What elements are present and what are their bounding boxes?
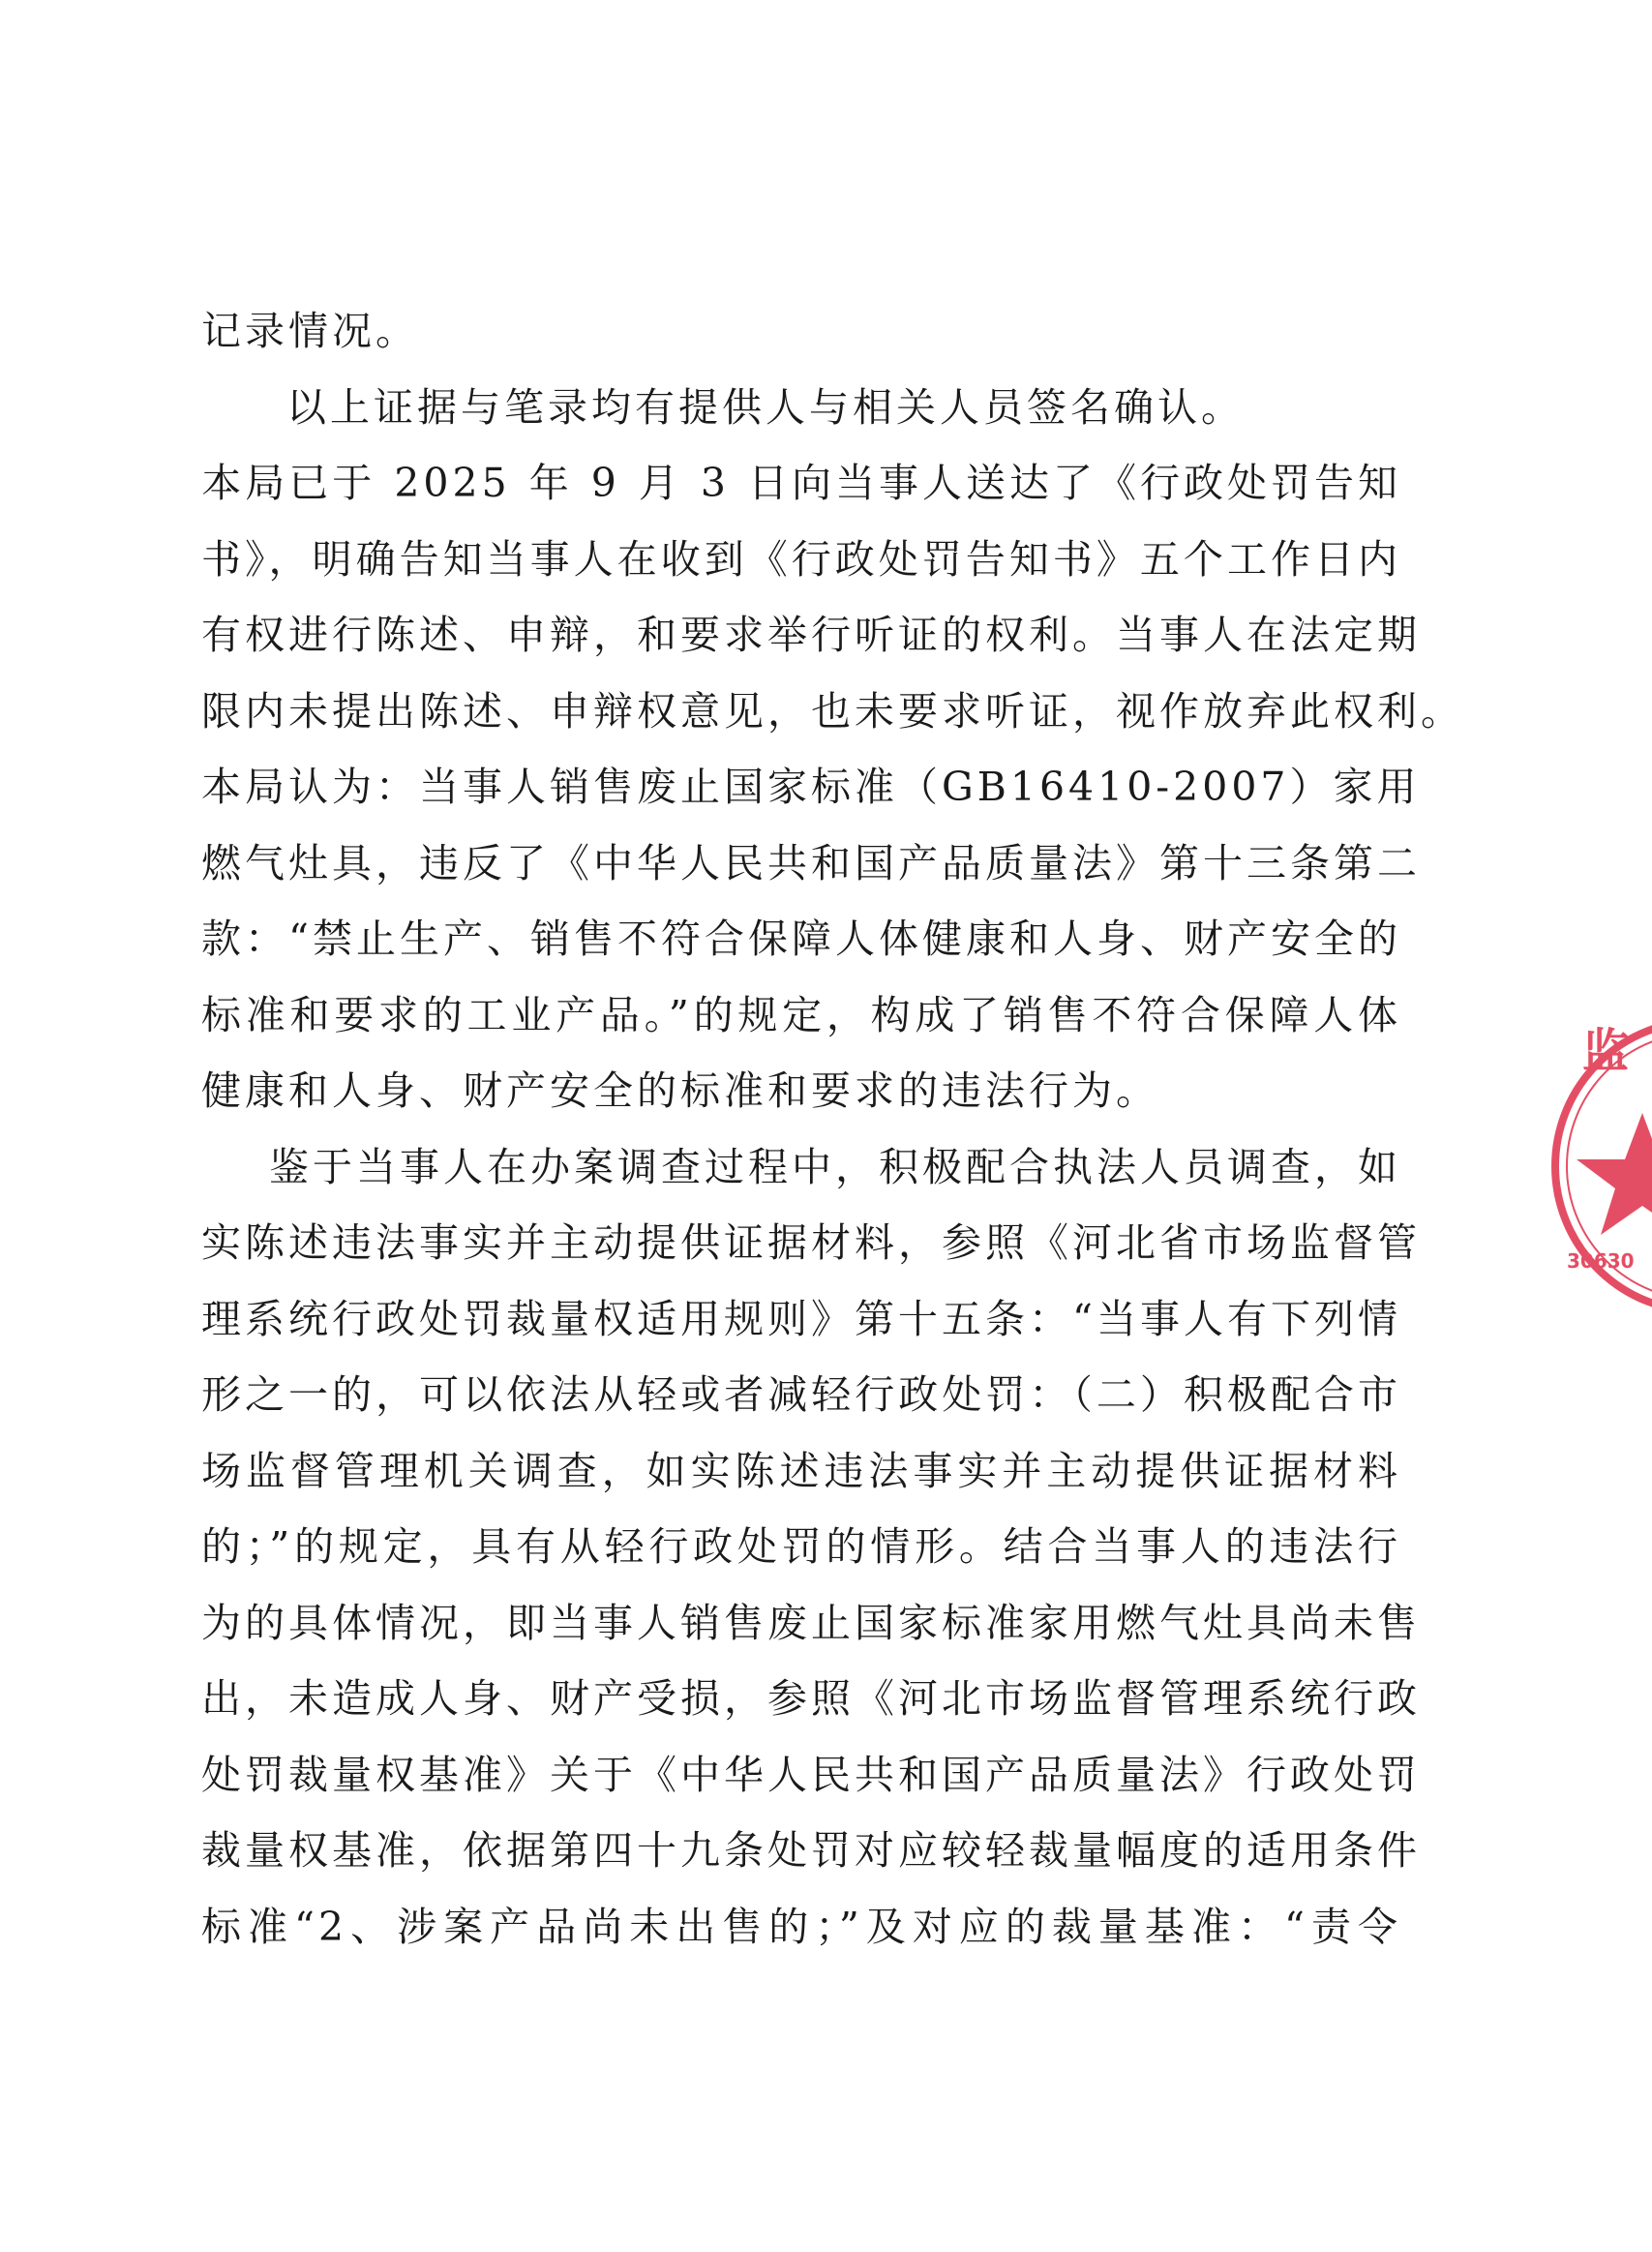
document-line [201,749,1421,826]
document-line-text: 限内未提出陈述、申辩权意见，也未要求听证，视作放弃此权利。 [201,687,1464,735]
document-line-text: 记录情况。 [201,308,419,354]
seal-graphic [1517,1006,1652,1326]
document-line-text: 裁量权基准，依据第四十九条处罚对应较轻裁量幅度的适用条件 [201,1827,1421,1874]
document-line [201,1433,1401,1510]
document-line-text: 理系统行政处罚裁量权适用规则》第十五条：“当事人有下列情 [201,1295,1401,1342]
document-line-text: 处罚裁量权基准》关于《中华人民共和国产品质量法》行政处罚 [201,1751,1421,1798]
document-line [201,370,1401,446]
document-line [201,674,1464,750]
document-line [201,1205,1421,1281]
document-line [201,1737,1421,1814]
document-line [201,901,1401,977]
document-line-text: 的；”的规定，具有从轻行政处罚的情形。结合当事人的违法行 [201,1523,1401,1570]
document-line [201,1281,1401,1358]
document-line-text: 实陈述违法事实并主动提供证据材料，参照《河北省市场监督管 [201,1219,1421,1266]
document-line-text: 款：“禁止生产、销售不符合保障人体健康和人身、财产安全的 [201,916,1401,962]
seal-character: 监 [1582,1024,1630,1078]
document-line-text: 健康和人身、财产安全的标准和要求的违法行为。 [201,1067,1159,1114]
document-line-text: 场监督管理机关调查，如实陈述违法事实并主动提供证据材料 [201,1447,1401,1494]
document-line [201,1889,1401,1966]
seal-star-icon [1577,1113,1652,1235]
document-line-text: 为的具体情况，即当事人销售废止国家标准家用燃气灶具尚未售 [201,1599,1421,1646]
seal-number: 30630 [1567,1249,1635,1273]
document-line [201,1661,1421,1737]
document-line-text: 标准“2、涉案产品尚未出售的；”及对应的裁量基准：“责令 [201,1903,1401,1950]
document-line-text: 燃气灶具，违反了《中华人民共和国产品质量法》第十三条第二 [201,839,1421,886]
document-line [201,1357,1401,1433]
document-line [201,1053,1401,1129]
document-line [201,1585,1421,1662]
document-line-text: 本局已于 2025 年 9 月 3 日向当事人送达了《行政处罚告知 [201,460,1401,506]
document-line-text: 鉴于当事人在办案调查过程中，积极配合执法人员调查，如 [269,1143,1401,1190]
document-line [201,977,1401,1054]
document-line [201,597,1421,674]
document-line [201,522,1401,598]
document-body [201,293,1464,1965]
document-line [201,445,1401,522]
document-line [201,826,1421,902]
document-line-text: 以上证据与笔录均有提供人与相关人员签名确认。 [286,383,1245,431]
document-line-text: 标准和要求的工业产品。”的规定，构成了销售不符合保障人体 [201,991,1401,1038]
document-line-text: 出，未造成人身、财产受损，参照《河北市场监督管理系统行政 [201,1675,1421,1722]
official-seal [1517,1006,1652,1326]
document-line [201,293,1401,370]
document-line [201,1813,1421,1889]
document-line-text: 书》，明确告知当事人在收到《行政处罚告知书》五个工作日内 [201,535,1401,583]
document-line-text: 形之一的，可以依法从轻或者减轻行政处罚：（二）积极配合市 [201,1371,1401,1418]
document-line [201,1129,1401,1206]
document-line-text: 有权进行陈述、申辩，和要求举行听证的权利。当事人在法定期 [201,612,1421,658]
document-line-text: 本局认为：当事人销售废止国家标准（GB16410-2007）家用 [201,764,1421,810]
document-line [201,1509,1401,1585]
